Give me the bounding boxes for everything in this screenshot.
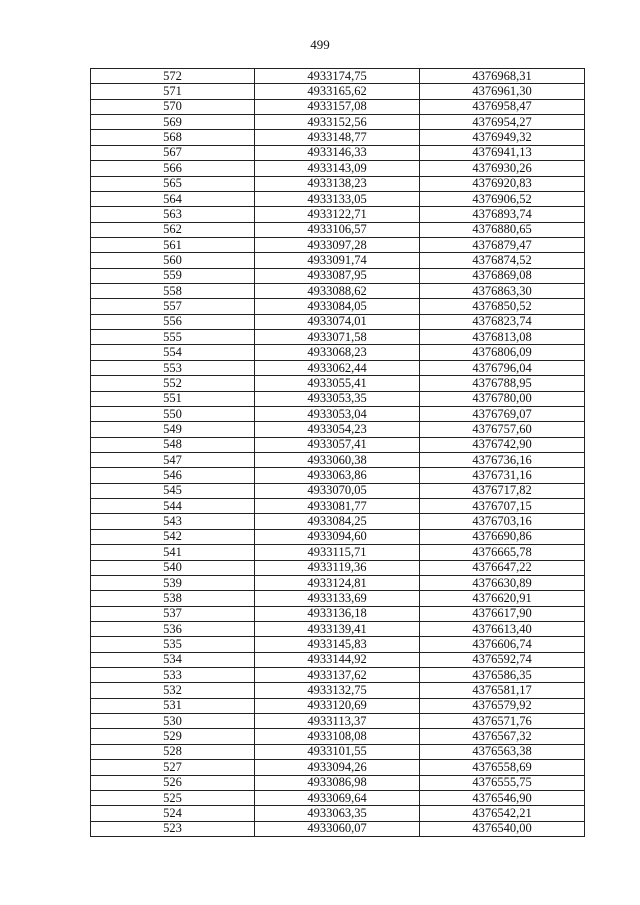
point-number-cell: 572 <box>91 69 255 84</box>
y-coordinate-cell: 4376958,47 <box>420 99 585 114</box>
point-number-cell: 558 <box>91 284 255 299</box>
point-number-cell: 543 <box>91 514 255 529</box>
table-row <box>91 698 585 713</box>
table-row <box>91 84 585 99</box>
x-coordinate-cell: 4933094,60 <box>255 529 420 544</box>
table-row <box>91 69 585 84</box>
y-coordinate-cell: 4376540,00 <box>420 821 585 836</box>
table-row <box>91 606 585 621</box>
table-row <box>91 391 585 406</box>
table-row <box>91 161 585 176</box>
x-coordinate-cell: 4933132,75 <box>255 683 420 698</box>
y-coordinate-cell: 4376954,27 <box>420 115 585 130</box>
point-number-cell: 561 <box>91 237 255 252</box>
x-coordinate-cell: 4933062,44 <box>255 360 420 375</box>
x-coordinate-cell: 4933115,71 <box>255 545 420 560</box>
table-row <box>91 560 585 575</box>
x-coordinate-cell: 4933091,74 <box>255 253 420 268</box>
x-coordinate-cell: 4933138,23 <box>255 176 420 191</box>
y-coordinate-cell: 4376949,32 <box>420 130 585 145</box>
point-number-cell: 544 <box>91 499 255 514</box>
point-number-cell: 527 <box>91 760 255 775</box>
point-number-cell: 556 <box>91 314 255 329</box>
x-coordinate-cell: 4933071,58 <box>255 330 420 345</box>
table-row <box>91 207 585 222</box>
point-number-cell: 564 <box>91 191 255 206</box>
x-coordinate-cell: 4933074,01 <box>255 314 420 329</box>
point-number-cell: 563 <box>91 207 255 222</box>
x-coordinate-cell: 4933054,23 <box>255 422 420 437</box>
x-coordinate-cell: 4933094,26 <box>255 760 420 775</box>
y-coordinate-cell: 4376920,83 <box>420 176 585 191</box>
point-number-cell: 536 <box>91 621 255 636</box>
point-number-cell: 569 <box>91 115 255 130</box>
x-coordinate-cell: 4933139,41 <box>255 621 420 636</box>
table-row <box>91 191 585 206</box>
x-coordinate-cell: 4933053,04 <box>255 406 420 421</box>
point-number-cell: 535 <box>91 637 255 652</box>
y-coordinate-cell: 4376961,30 <box>420 84 585 99</box>
table-row <box>91 575 585 590</box>
x-coordinate-cell: 4933137,62 <box>255 668 420 683</box>
table-row <box>91 268 585 283</box>
table-row <box>91 299 585 314</box>
y-coordinate-cell: 4376630,89 <box>420 575 585 590</box>
y-coordinate-cell: 4376893,74 <box>420 207 585 222</box>
point-number-cell: 568 <box>91 130 255 145</box>
x-coordinate-cell: 4933086,98 <box>255 775 420 790</box>
point-number-cell: 532 <box>91 683 255 698</box>
x-coordinate-cell: 4933088,62 <box>255 284 420 299</box>
y-coordinate-cell: 4376542,21 <box>420 806 585 821</box>
point-number-cell: 552 <box>91 376 255 391</box>
table-row <box>91 591 585 606</box>
point-number-cell: 533 <box>91 668 255 683</box>
table-row <box>91 406 585 421</box>
table-row <box>91 545 585 560</box>
point-number-cell: 567 <box>91 145 255 160</box>
x-coordinate-cell: 4933148,77 <box>255 130 420 145</box>
table-row <box>91 652 585 667</box>
y-coordinate-cell: 4376647,22 <box>420 560 585 575</box>
y-coordinate-cell: 4376581,17 <box>420 683 585 698</box>
table-row <box>91 744 585 759</box>
x-coordinate-cell: 4933063,35 <box>255 806 420 821</box>
y-coordinate-cell: 4376863,30 <box>420 284 585 299</box>
y-coordinate-cell: 4376850,52 <box>420 299 585 314</box>
point-number-cell: 547 <box>91 452 255 467</box>
y-coordinate-cell: 4376736,16 <box>420 452 585 467</box>
table-row <box>91 345 585 360</box>
table-row <box>91 176 585 191</box>
table-row <box>91 621 585 636</box>
point-number-cell: 546 <box>91 468 255 483</box>
point-number-cell: 548 <box>91 437 255 452</box>
y-coordinate-cell: 4376806,09 <box>420 345 585 360</box>
table-row <box>91 222 585 237</box>
x-coordinate-cell: 4933081,77 <box>255 499 420 514</box>
x-coordinate-cell: 4933120,69 <box>255 698 420 713</box>
y-coordinate-cell: 4376558,69 <box>420 760 585 775</box>
y-coordinate-cell: 4376941,13 <box>420 145 585 160</box>
x-coordinate-cell: 4933063,86 <box>255 468 420 483</box>
point-number-cell: 538 <box>91 591 255 606</box>
x-coordinate-cell: 4933060,07 <box>255 821 420 836</box>
x-coordinate-cell: 4933097,28 <box>255 237 420 252</box>
y-coordinate-cell: 4376757,60 <box>420 422 585 437</box>
point-number-cell: 562 <box>91 222 255 237</box>
table-row <box>91 668 585 683</box>
point-number-cell: 529 <box>91 729 255 744</box>
y-coordinate-cell: 4376665,78 <box>420 545 585 560</box>
point-number-cell: 549 <box>91 422 255 437</box>
x-coordinate-cell: 4933053,35 <box>255 391 420 406</box>
table-row <box>91 115 585 130</box>
x-coordinate-cell: 4933108,08 <box>255 729 420 744</box>
y-coordinate-cell: 4376606,74 <box>420 637 585 652</box>
table-row <box>91 760 585 775</box>
x-coordinate-cell: 4933133,69 <box>255 591 420 606</box>
y-coordinate-cell: 4376717,82 <box>420 483 585 498</box>
y-coordinate-cell: 4376731,16 <box>420 468 585 483</box>
x-coordinate-cell: 4933122,71 <box>255 207 420 222</box>
y-coordinate-cell: 4376579,92 <box>420 698 585 713</box>
table-row <box>91 637 585 652</box>
point-number-cell: 540 <box>91 560 255 575</box>
table-row <box>91 821 585 836</box>
x-coordinate-cell: 4933144,92 <box>255 652 420 667</box>
y-coordinate-cell: 4376690,86 <box>420 529 585 544</box>
point-number-cell: 541 <box>91 545 255 560</box>
x-coordinate-cell: 4933133,05 <box>255 191 420 206</box>
table-row <box>91 683 585 698</box>
table-row <box>91 483 585 498</box>
y-coordinate-cell: 4376869,08 <box>420 268 585 283</box>
point-number-cell: 534 <box>91 652 255 667</box>
point-number-cell: 557 <box>91 299 255 314</box>
point-number-cell: 530 <box>91 714 255 729</box>
point-number-cell: 553 <box>91 360 255 375</box>
table-row <box>91 422 585 437</box>
point-number-cell: 523 <box>91 821 255 836</box>
y-coordinate-cell: 4376742,90 <box>420 437 585 452</box>
point-number-cell: 539 <box>91 575 255 590</box>
y-coordinate-cell: 4376813,08 <box>420 330 585 345</box>
point-number-cell: 525 <box>91 790 255 805</box>
table-row <box>91 437 585 452</box>
point-number-cell: 551 <box>91 391 255 406</box>
table-row <box>91 499 585 514</box>
point-number-cell: 555 <box>91 330 255 345</box>
y-coordinate-cell: 4376617,90 <box>420 606 585 621</box>
table-row <box>91 314 585 329</box>
point-number-cell: 537 <box>91 606 255 621</box>
y-coordinate-cell: 4376613,40 <box>420 621 585 636</box>
y-coordinate-cell: 4376586,35 <box>420 668 585 683</box>
x-coordinate-cell: 4933057,41 <box>255 437 420 452</box>
point-number-cell: 571 <box>91 84 255 99</box>
x-coordinate-cell: 4933101,55 <box>255 744 420 759</box>
x-coordinate-cell: 4933119,36 <box>255 560 420 575</box>
table-row <box>91 145 585 160</box>
x-coordinate-cell: 4933106,57 <box>255 222 420 237</box>
y-coordinate-cell: 4376780,00 <box>420 391 585 406</box>
point-number-cell: 554 <box>91 345 255 360</box>
y-coordinate-cell: 4376879,47 <box>420 237 585 252</box>
point-number-cell: 559 <box>91 268 255 283</box>
point-number-cell: 560 <box>91 253 255 268</box>
table-row <box>91 806 585 821</box>
x-coordinate-cell: 4933165,62 <box>255 84 420 99</box>
y-coordinate-cell: 4376567,32 <box>420 729 585 744</box>
y-coordinate-cell: 4376788,95 <box>420 376 585 391</box>
x-coordinate-cell: 4933060,38 <box>255 452 420 467</box>
y-coordinate-cell: 4376968,31 <box>420 69 585 84</box>
x-coordinate-cell: 4933084,05 <box>255 299 420 314</box>
table-row <box>91 99 585 114</box>
x-coordinate-cell: 4933084,25 <box>255 514 420 529</box>
y-coordinate-cell: 4376546,90 <box>420 790 585 805</box>
point-number-cell: 528 <box>91 744 255 759</box>
x-coordinate-cell: 4933070,05 <box>255 483 420 498</box>
x-coordinate-cell: 4933146,33 <box>255 145 420 160</box>
y-coordinate-cell: 4376930,26 <box>420 161 585 176</box>
point-number-cell: 542 <box>91 529 255 544</box>
x-coordinate-cell: 4933157,08 <box>255 99 420 114</box>
table-row <box>91 514 585 529</box>
y-coordinate-cell: 4376703,16 <box>420 514 585 529</box>
y-coordinate-cell: 4376823,74 <box>420 314 585 329</box>
table-row <box>91 284 585 299</box>
point-number-cell: 565 <box>91 176 255 191</box>
y-coordinate-cell: 4376707,15 <box>420 499 585 514</box>
x-coordinate-cell: 4933124,81 <box>255 575 420 590</box>
x-coordinate-cell: 4933069,64 <box>255 790 420 805</box>
x-coordinate-cell: 4933145,83 <box>255 637 420 652</box>
table-row <box>91 790 585 805</box>
table-row <box>91 237 585 252</box>
table-row <box>91 529 585 544</box>
y-coordinate-cell: 4376874,52 <box>420 253 585 268</box>
y-coordinate-cell: 4376620,91 <box>420 591 585 606</box>
x-coordinate-cell: 4933055,41 <box>255 376 420 391</box>
y-coordinate-cell: 4376906,52 <box>420 191 585 206</box>
table-row <box>91 360 585 375</box>
y-coordinate-cell: 4376592,74 <box>420 652 585 667</box>
x-coordinate-cell: 4933174,75 <box>255 69 420 84</box>
table-row <box>91 452 585 467</box>
x-coordinate-cell: 4933068,23 <box>255 345 420 360</box>
x-coordinate-cell: 4933152,56 <box>255 115 420 130</box>
y-coordinate-cell: 4376555,75 <box>420 775 585 790</box>
point-number-cell: 524 <box>91 806 255 821</box>
table-row <box>91 468 585 483</box>
table-row <box>91 775 585 790</box>
y-coordinate-cell: 4376571,76 <box>420 714 585 729</box>
point-number-cell: 526 <box>91 775 255 790</box>
table-row <box>91 330 585 345</box>
point-number-cell: 545 <box>91 483 255 498</box>
table-row <box>91 253 585 268</box>
table-row <box>91 729 585 744</box>
coordinates-table-body <box>91 69 585 837</box>
point-number-cell: 570 <box>91 99 255 114</box>
table-row <box>91 130 585 145</box>
table-row <box>91 714 585 729</box>
y-coordinate-cell: 4376880,65 <box>420 222 585 237</box>
x-coordinate-cell: 4933087,95 <box>255 268 420 283</box>
coordinates-table <box>90 68 585 837</box>
y-coordinate-cell: 4376796,04 <box>420 360 585 375</box>
y-coordinate-cell: 4376769,07 <box>420 406 585 421</box>
x-coordinate-cell: 4933143,09 <box>255 161 420 176</box>
point-number-cell: 550 <box>91 406 255 421</box>
point-number-cell: 566 <box>91 161 255 176</box>
x-coordinate-cell: 4933113,37 <box>255 714 420 729</box>
table-row <box>91 376 585 391</box>
y-coordinate-cell: 4376563,38 <box>420 744 585 759</box>
page-number: 499 <box>310 37 330 52</box>
x-coordinate-cell: 4933136,18 <box>255 606 420 621</box>
point-number-cell: 531 <box>91 698 255 713</box>
